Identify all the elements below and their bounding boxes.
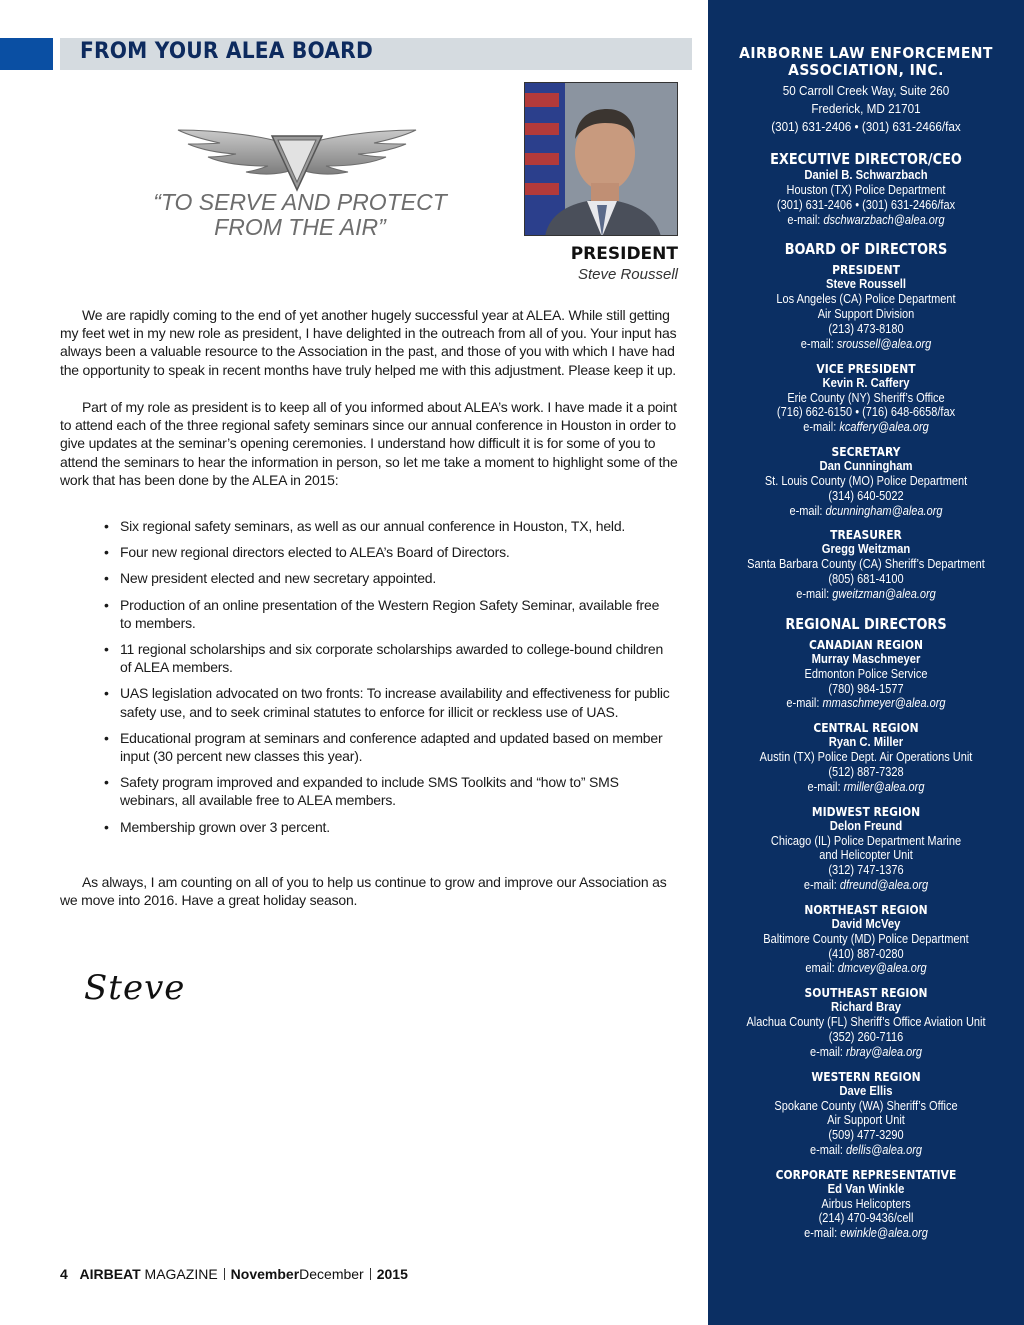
- letter-paragraph-3: [60, 873, 680, 909]
- president-title: PRESIDENT: [570, 244, 678, 264]
- member-email: [727, 420, 1005, 435]
- member-org: Spokane County (WA) Sheriff’s Office: [774, 1098, 958, 1113]
- accomplishments-list: [104, 517, 674, 836]
- exec-org: Houston (TX) Police Department: [786, 183, 946, 197]
- role-title: TREASURER: [830, 527, 902, 543]
- member-org: Los Angeles (CA) Police Department: [776, 292, 956, 307]
- email-link[interactable]: rmiller@alea.org: [843, 779, 925, 794]
- email-label: e-mail:: [789, 503, 823, 518]
- member-email: [727, 780, 1005, 795]
- member-org: Erie County (NY) Sheriff’s Office: [787, 390, 945, 405]
- region-entry-northeast: [708, 902, 1024, 976]
- member-phone: (352) 260-7116: [828, 1029, 904, 1044]
- member-unit: and Helicopter Unit: [819, 848, 913, 863]
- president-name: Steve Roussell: [577, 266, 678, 283]
- email-label: e-mail:: [796, 586, 830, 601]
- email-label: e-mail:: [786, 696, 820, 711]
- member-email: [727, 878, 1005, 893]
- org-address-1: 50 Carroll Creek Way, Suite 260: [782, 83, 950, 98]
- letter-paragraph-2: [60, 398, 680, 489]
- member-org: St. Louis County (MO) Police Department: [764, 473, 968, 488]
- member-phone: (312) 747-1376: [828, 863, 904, 878]
- region-entry-central: [708, 720, 1024, 794]
- board-entry-secretary: [708, 444, 1024, 518]
- exec-heading: EXECUTIVE DIRECTOR/CEO: [770, 150, 962, 168]
- email-label: e-mail:: [803, 877, 837, 892]
- page-number: 4: [60, 1266, 68, 1282]
- footer-divider: [224, 1268, 225, 1280]
- member-org: Alachua County (FL) Sheriff’s Office Aviation Unit: [746, 1015, 986, 1030]
- role-title: VICE PRESIDENT: [816, 360, 916, 376]
- email-link[interactable]: dellis@alea.org: [846, 1142, 923, 1157]
- member-name: David McVey: [831, 916, 901, 931]
- email-link[interactable]: dmcvey@alea.org: [837, 961, 927, 976]
- portrait-illustration: [525, 83, 678, 236]
- email-label: e-mail:: [809, 1142, 843, 1157]
- member-email: [727, 504, 1005, 519]
- org-name-line-2: ASSOCIATION, INC.: [788, 61, 944, 79]
- role-title: CENTRAL REGION: [813, 720, 919, 736]
- role-title: WESTERN REGION: [811, 1068, 921, 1084]
- regional-heading: REGIONAL DIRECTORS: [785, 614, 947, 633]
- president-photo: [524, 82, 678, 236]
- role-title: SECRETARY: [831, 443, 901, 459]
- region-entry-canadian: [708, 637, 1024, 711]
- email-link[interactable]: kcaffery@alea.org: [839, 420, 929, 435]
- list-item: • New president elected and new secretary appointed.: [104, 569, 674, 587]
- email-link[interactable]: mmaschmeyer@alea.org: [822, 696, 946, 711]
- exec-name: Daniel B. Schwarzbach: [804, 168, 928, 182]
- member-name: Dan Cunningham: [819, 458, 913, 473]
- issue-year: 2015: [376, 1266, 408, 1282]
- member-name: Steve Roussell: [825, 277, 907, 292]
- role-title: CORPORATE REPRESENTATIVE: [775, 1166, 957, 1182]
- member-name: Richard Bray: [830, 1000, 902, 1015]
- email-label: e-mail:: [787, 212, 821, 227]
- member-phone: (213) 473-8180: [828, 321, 904, 336]
- email-label: email:: [805, 961, 835, 976]
- member-email: [727, 1226, 1005, 1241]
- email-label: e-mail:: [804, 1226, 838, 1241]
- member-org: Airbus Helicopters: [821, 1196, 911, 1211]
- member-name: Delon Freund: [829, 818, 903, 833]
- member-name: Kevin R. Caffery: [822, 375, 910, 390]
- role-title: MIDWEST REGION: [811, 803, 921, 819]
- member-phone: (410) 887-0280: [828, 946, 904, 961]
- list-item: • Membership grown over 3 percent.: [104, 818, 674, 836]
- directory-content: [708, 45, 1024, 1241]
- member-phone: (780) 984-1577: [828, 681, 904, 696]
- list-item: • Safety program improved and expanded to include SMS Toolkits and “how to” SMS webinars, all available free to ALEA members.: [104, 773, 674, 809]
- signature: Steve: [84, 968, 186, 1008]
- member-phone: (716) 662-6150 • (716) 648-6658/fax: [776, 405, 956, 420]
- letter-paragraph-3-text: As always, I am counting on all of you to help us continue to grow and improve our Association as we move into 2016. Have a great holiday season.: [60, 874, 667, 909]
- list-item: • Production of an online presentation of the Western Region Safety Seminar, available free to members.: [104, 596, 674, 632]
- member-name: Gregg Weitzman: [821, 542, 911, 557]
- motto-line-1: “TO SERVE AND PROTECT: [153, 189, 447, 215]
- email-link[interactable]: sroussell@alea.org: [836, 336, 932, 351]
- member-org: Baltimore County (MD) Police Department: [763, 931, 969, 946]
- member-phone: (314) 640-5022: [828, 488, 904, 503]
- board-entry-vice-president: [708, 361, 1024, 435]
- alea-wings-icon: [176, 126, 418, 192]
- member-unit: Air Support Unit: [827, 1113, 905, 1128]
- role-title: CANADIAN REGION: [808, 636, 924, 652]
- email-label: e-mail:: [809, 1044, 843, 1059]
- member-org: Austin (TX) Police Dept. Air Operations Unit: [759, 750, 973, 765]
- member-email: [727, 1045, 1005, 1060]
- org-address-2: Frederick, MD 21701: [811, 101, 921, 116]
- member-name: Dave Ellis: [839, 1083, 893, 1098]
- role-title: PRESIDENT: [832, 262, 900, 278]
- email-link[interactable]: dschwarzbach@alea.org: [823, 212, 945, 227]
- magazine-name: AIRBEAT: [79, 1266, 141, 1282]
- board-entry-treasurer: [708, 527, 1024, 601]
- member-org: Edmonton Police Service: [804, 666, 928, 681]
- role-title: SOUTHEAST REGION: [804, 985, 928, 1001]
- region-entry-midwest: [708, 804, 1024, 893]
- member-phone: (214) 470-9436/cell: [818, 1211, 914, 1226]
- board-entry-president: [708, 262, 1024, 351]
- member-email: [727, 587, 1005, 602]
- email-label: e-mail:: [803, 420, 837, 435]
- region-entry-western: [708, 1069, 1024, 1158]
- member-org: Santa Barbara County (CA) Sheriff’s Department: [747, 557, 985, 572]
- org-phone: (301) 631-2406 • (301) 631-2466/fax: [771, 119, 961, 134]
- board-heading: BOARD OF DIRECTORS: [784, 240, 948, 259]
- list-item: • UAS legislation advocated on two fronts: To increase availability and effectiveness for public safety use, and to seek criminal statutes to enforce for illicit or reckless use of UAS.: [104, 684, 674, 720]
- list-item: • Educational program at seminars and conference adapted and updated based on member input (30 percent new classes this year).: [104, 729, 674, 765]
- email-label: e-mail:: [800, 336, 834, 351]
- member-unit: Air Support Division: [817, 307, 915, 322]
- org-name-line-1: AIRBORNE LAW ENFORCEMENT: [739, 44, 993, 62]
- member-phone: (512) 887-7328: [828, 764, 904, 779]
- exec-email: [727, 213, 1005, 228]
- email-link[interactable]: gweitzman@alea.org: [832, 586, 936, 601]
- member-org: Chicago (IL) Police Department Marine: [770, 833, 962, 848]
- issue-month-secondary: December: [299, 1266, 364, 1282]
- member-email: [727, 961, 1005, 976]
- member-phone: (509) 477-3290: [828, 1128, 904, 1143]
- magazine-label: MAGAZINE: [144, 1266, 218, 1282]
- member-phone: (805) 681-4100: [828, 572, 904, 587]
- email-link[interactable]: ewinkle@alea.org: [840, 1226, 928, 1241]
- header-accent-block: [0, 38, 53, 70]
- list-item: • Four new regional directors elected to ALEA’s Board of Directors.: [104, 543, 674, 561]
- email-label: e-mail:: [807, 779, 841, 794]
- page-title: FROM YOUR ALEA BOARD: [80, 39, 373, 64]
- motto-line-2: FROM THE AIR”: [214, 214, 386, 240]
- exec-phone: (301) 631-2406 • (301) 631-2466/fax: [776, 197, 956, 212]
- letter-paragraph-2-text: Part of my role as president is to keep all of you informed about ALEA’s work. I have made it a point to attend each of the three regional safety seminars since our annual conference in Houston in order to give updates at the seminar’s opening ceremonies. I understand how difficult it is for some of you to attend the seminars to hear the information in person, so let me take a moment to highlight some of the work that has been done by the ALEA in 2015:: [60, 399, 678, 488]
- directory-sidebar: [708, 0, 1024, 1325]
- email-link[interactable]: dfreund@alea.org: [839, 877, 929, 892]
- letter-paragraph-1: [60, 306, 680, 379]
- member-email: [727, 696, 1005, 711]
- page-footer: [60, 1266, 408, 1282]
- member-name: Ed Van Winkle: [827, 1181, 905, 1196]
- corporate-entry: [708, 1167, 1024, 1241]
- footer-divider: [370, 1268, 371, 1280]
- list-item: • 11 regional scholarships and six corporate scholarships awarded to college-bound children of ALEA members.: [104, 640, 674, 676]
- member-email: [727, 337, 1005, 352]
- issue-month-primary: November: [230, 1266, 300, 1282]
- email-link[interactable]: rbray@alea.org: [846, 1044, 923, 1059]
- region-entry-southeast: [708, 985, 1024, 1059]
- member-name: Ryan C. Miller: [828, 735, 904, 750]
- member-name: Murray Maschmeyer: [811, 651, 921, 666]
- role-title: NORTHEAST REGION: [804, 901, 928, 917]
- list-item: • Six regional safety seminars, as well as our annual conference in Houston, TX, held.: [104, 517, 674, 535]
- email-link[interactable]: dcunningham@alea.org: [825, 503, 943, 518]
- letter-paragraph-1-text: We are rapidly coming to the end of yet another hugely successful year at ALEA. While still getting my feet wet in my new role as president, I have delighted in the outreach from all of you. Your input has always been a valuable resource to the Association in the past, and those of you with which I have had the opportunity to speak in recent months have truly helped me with this adjustment. Please keep it up.: [60, 307, 677, 378]
- member-email: [727, 1143, 1005, 1158]
